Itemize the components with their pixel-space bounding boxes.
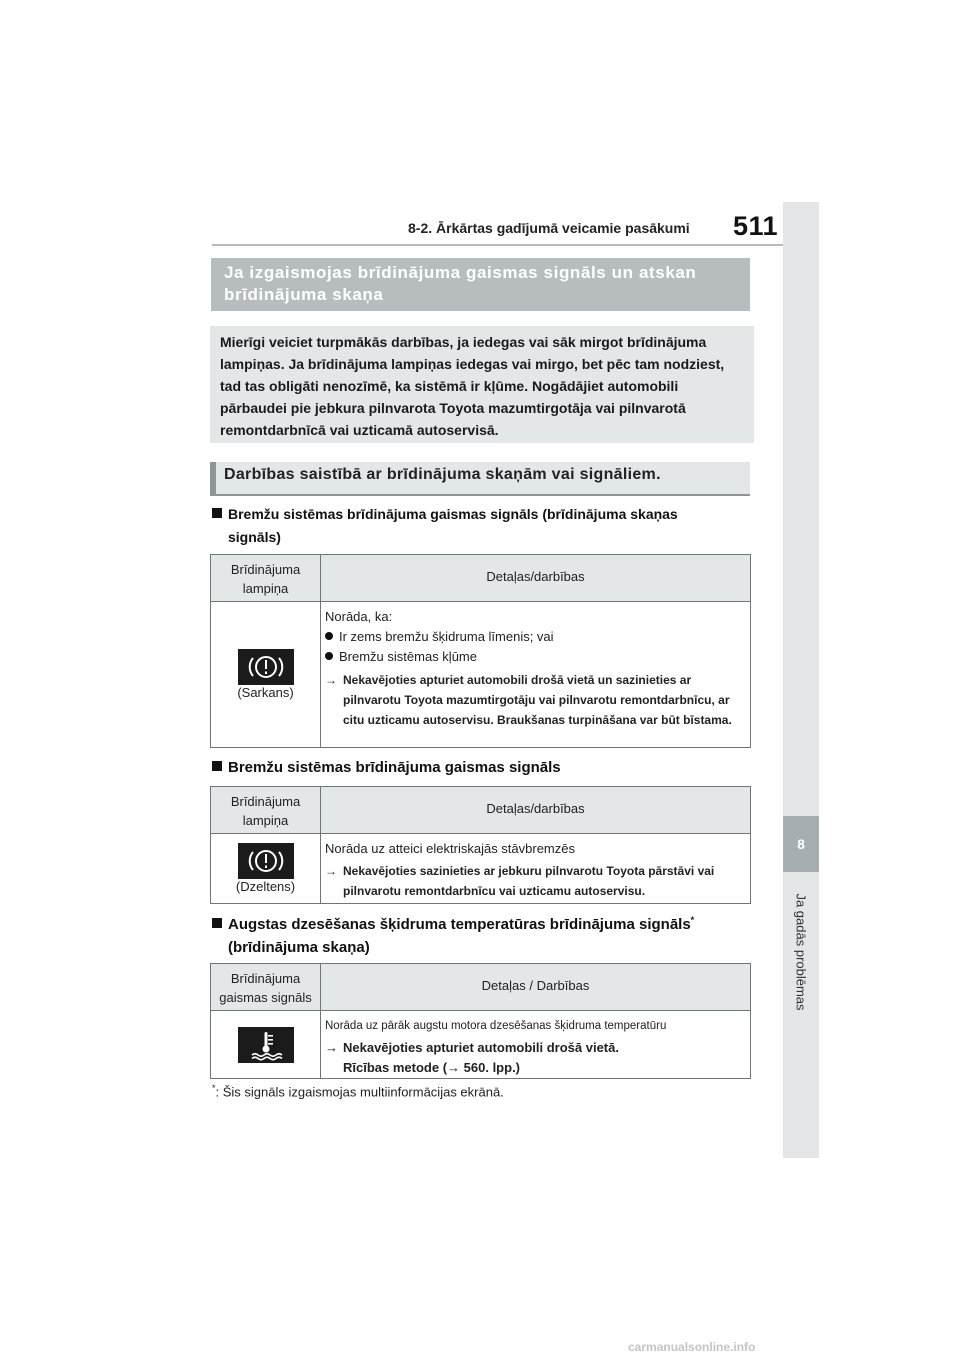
- column-header-details: Detaļas / Darbības: [321, 964, 751, 1011]
- details-intro: Norāda, ka:: [325, 609, 393, 624]
- subheading-brake-warning: [212, 503, 718, 549]
- square-bullet-icon: [212, 761, 222, 771]
- details-cell: [321, 834, 751, 904]
- action-text: → Nekavējoties sazinieties ar jebkuru pilnvarotu Toyota pārstāvi vai pilnvarotu remontdarbnīcu vai uzticamu autoservisu.: [325, 861, 746, 901]
- coolant-temperature-icon: [238, 1027, 294, 1063]
- square-bullet-icon: [212, 918, 222, 928]
- page-reference-link[interactable]: 560. lpp.): [463, 1060, 521, 1075]
- details-cell: [321, 1011, 751, 1079]
- subheading-text: Bremžu sistēmas brīdinājuma gaismas signāls: [228, 759, 561, 776]
- parking-brake-warning-icon: [238, 843, 294, 879]
- bullet-dot-icon: [325, 652, 333, 660]
- column-header-lamp: Brīdinājuma lampiņa: [211, 555, 321, 602]
- section-heading-warning-lights: Ja izgaismojas brīdinājuma gaismas signāls un atskan brīdinājuma skaņa: [211, 258, 750, 311]
- asterisk-mark: *: [690, 915, 695, 925]
- section-heading-actions: Darbības saistībā ar brīdinājuma skaņām vai signāliem.: [210, 462, 750, 496]
- footnote: *: Šis signāls izgaismojas multiinformācijas ekrānā.: [212, 1083, 504, 1100]
- arrow-icon: →: [447, 1060, 461, 1075]
- warning-table-brake: [210, 554, 751, 748]
- chapter-number-tab: 8: [783, 816, 819, 872]
- arrow-icon: →: [325, 673, 337, 687]
- warning-table-parking-brake: [210, 786, 751, 904]
- arrow-icon: →: [325, 1040, 338, 1055]
- column-header-details: Detaļas/darbības: [321, 787, 751, 834]
- page-number: 511: [733, 211, 779, 241]
- header-divider: [212, 244, 783, 246]
- details-cell: [321, 602, 751, 748]
- footnote-mark: *: [212, 1083, 216, 1093]
- arrow-icon: →: [325, 864, 337, 878]
- column-header-details: Detaļas/darbības: [321, 555, 751, 602]
- chapter-label: [783, 882, 819, 1022]
- warning-table-coolant: [210, 963, 751, 1079]
- column-header-lamp: Brīdinājuma gaismas signāls: [211, 964, 321, 1011]
- bullet-item: Ir zems bremžu šķidruma līmenis; vai: [325, 627, 746, 647]
- lamp-color-label: (Sarkans): [237, 685, 294, 700]
- subheading-text: Augstas dzesēšanas šķidruma temperatūras brīdinājuma signāls: [228, 916, 691, 933]
- chapter-label-text: Ja gadās problēmas: [793, 893, 809, 1011]
- lamp-cell: [211, 1011, 321, 1079]
- lamp-cell: [211, 602, 321, 748]
- brake-warning-icon: [238, 649, 294, 685]
- subheading-parking-brake: [212, 756, 561, 779]
- column-header-lamp: Brīdinājuma lampiņa: [211, 787, 321, 834]
- subheading-coolant-temperature: [212, 909, 694, 959]
- subheading-continuation: (brīdinājuma skaņa): [228, 939, 370, 956]
- lamp-cell: [211, 834, 321, 904]
- action-text: → Nekavējoties apturiet automobili drošā vietā un sazinieties ar pilnvarotu Toyota mazumtirgotāju vai pilnvarotu remontdarbnīcu, ar citu uzticamu autoservisu. Braukšanas turpināšana var būt bīstama.: [325, 670, 746, 730]
- notice-box: Mierīgi veiciet turpmākās darbības, ja iedegas vai sāk mirgot brīdinājuma lampiņas. Ja brīdinājuma lampiņas iedegas vai mirgo, bet pēc tam nodziest, tad tas obligāti nenozīmē, ka sistēmā ir kļūme. Nogādājiet automobili pārbaudei pie jebkura pilnvarota Toyota mazumtirgotāja vai pilnvarotā remontdarbnīcā vai uzticamā autoservisā.: [210, 326, 754, 443]
- bullet-item: Bremžu sistēmas kļūme: [325, 647, 746, 667]
- bullet-dot-icon: [325, 632, 333, 640]
- square-bullet-icon: [212, 508, 222, 518]
- watermark: carmanualsonline.info: [628, 1340, 756, 1354]
- subheading-text: Bremžu sistēmas brīdinājuma gaismas signāls (brīdinājuma skaņas signāls): [228, 506, 678, 545]
- running-header: 8-2. Ārkārtas gadījumā veicamie pasākumi: [408, 220, 690, 236]
- details-intro: Norāda uz pārāk augstu motora dzesēšanas šķidruma temperatūru: [325, 1020, 667, 1032]
- details-intro: Norāda uz atteici elektriskajās stāvbremzēs: [325, 841, 575, 856]
- action-text: → Nekavējoties apturiet automobili drošā vietā. Rīcības metode (→ 560. lpp.): [325, 1040, 619, 1075]
- lamp-color-label: (Dzeltens): [235, 879, 296, 894]
